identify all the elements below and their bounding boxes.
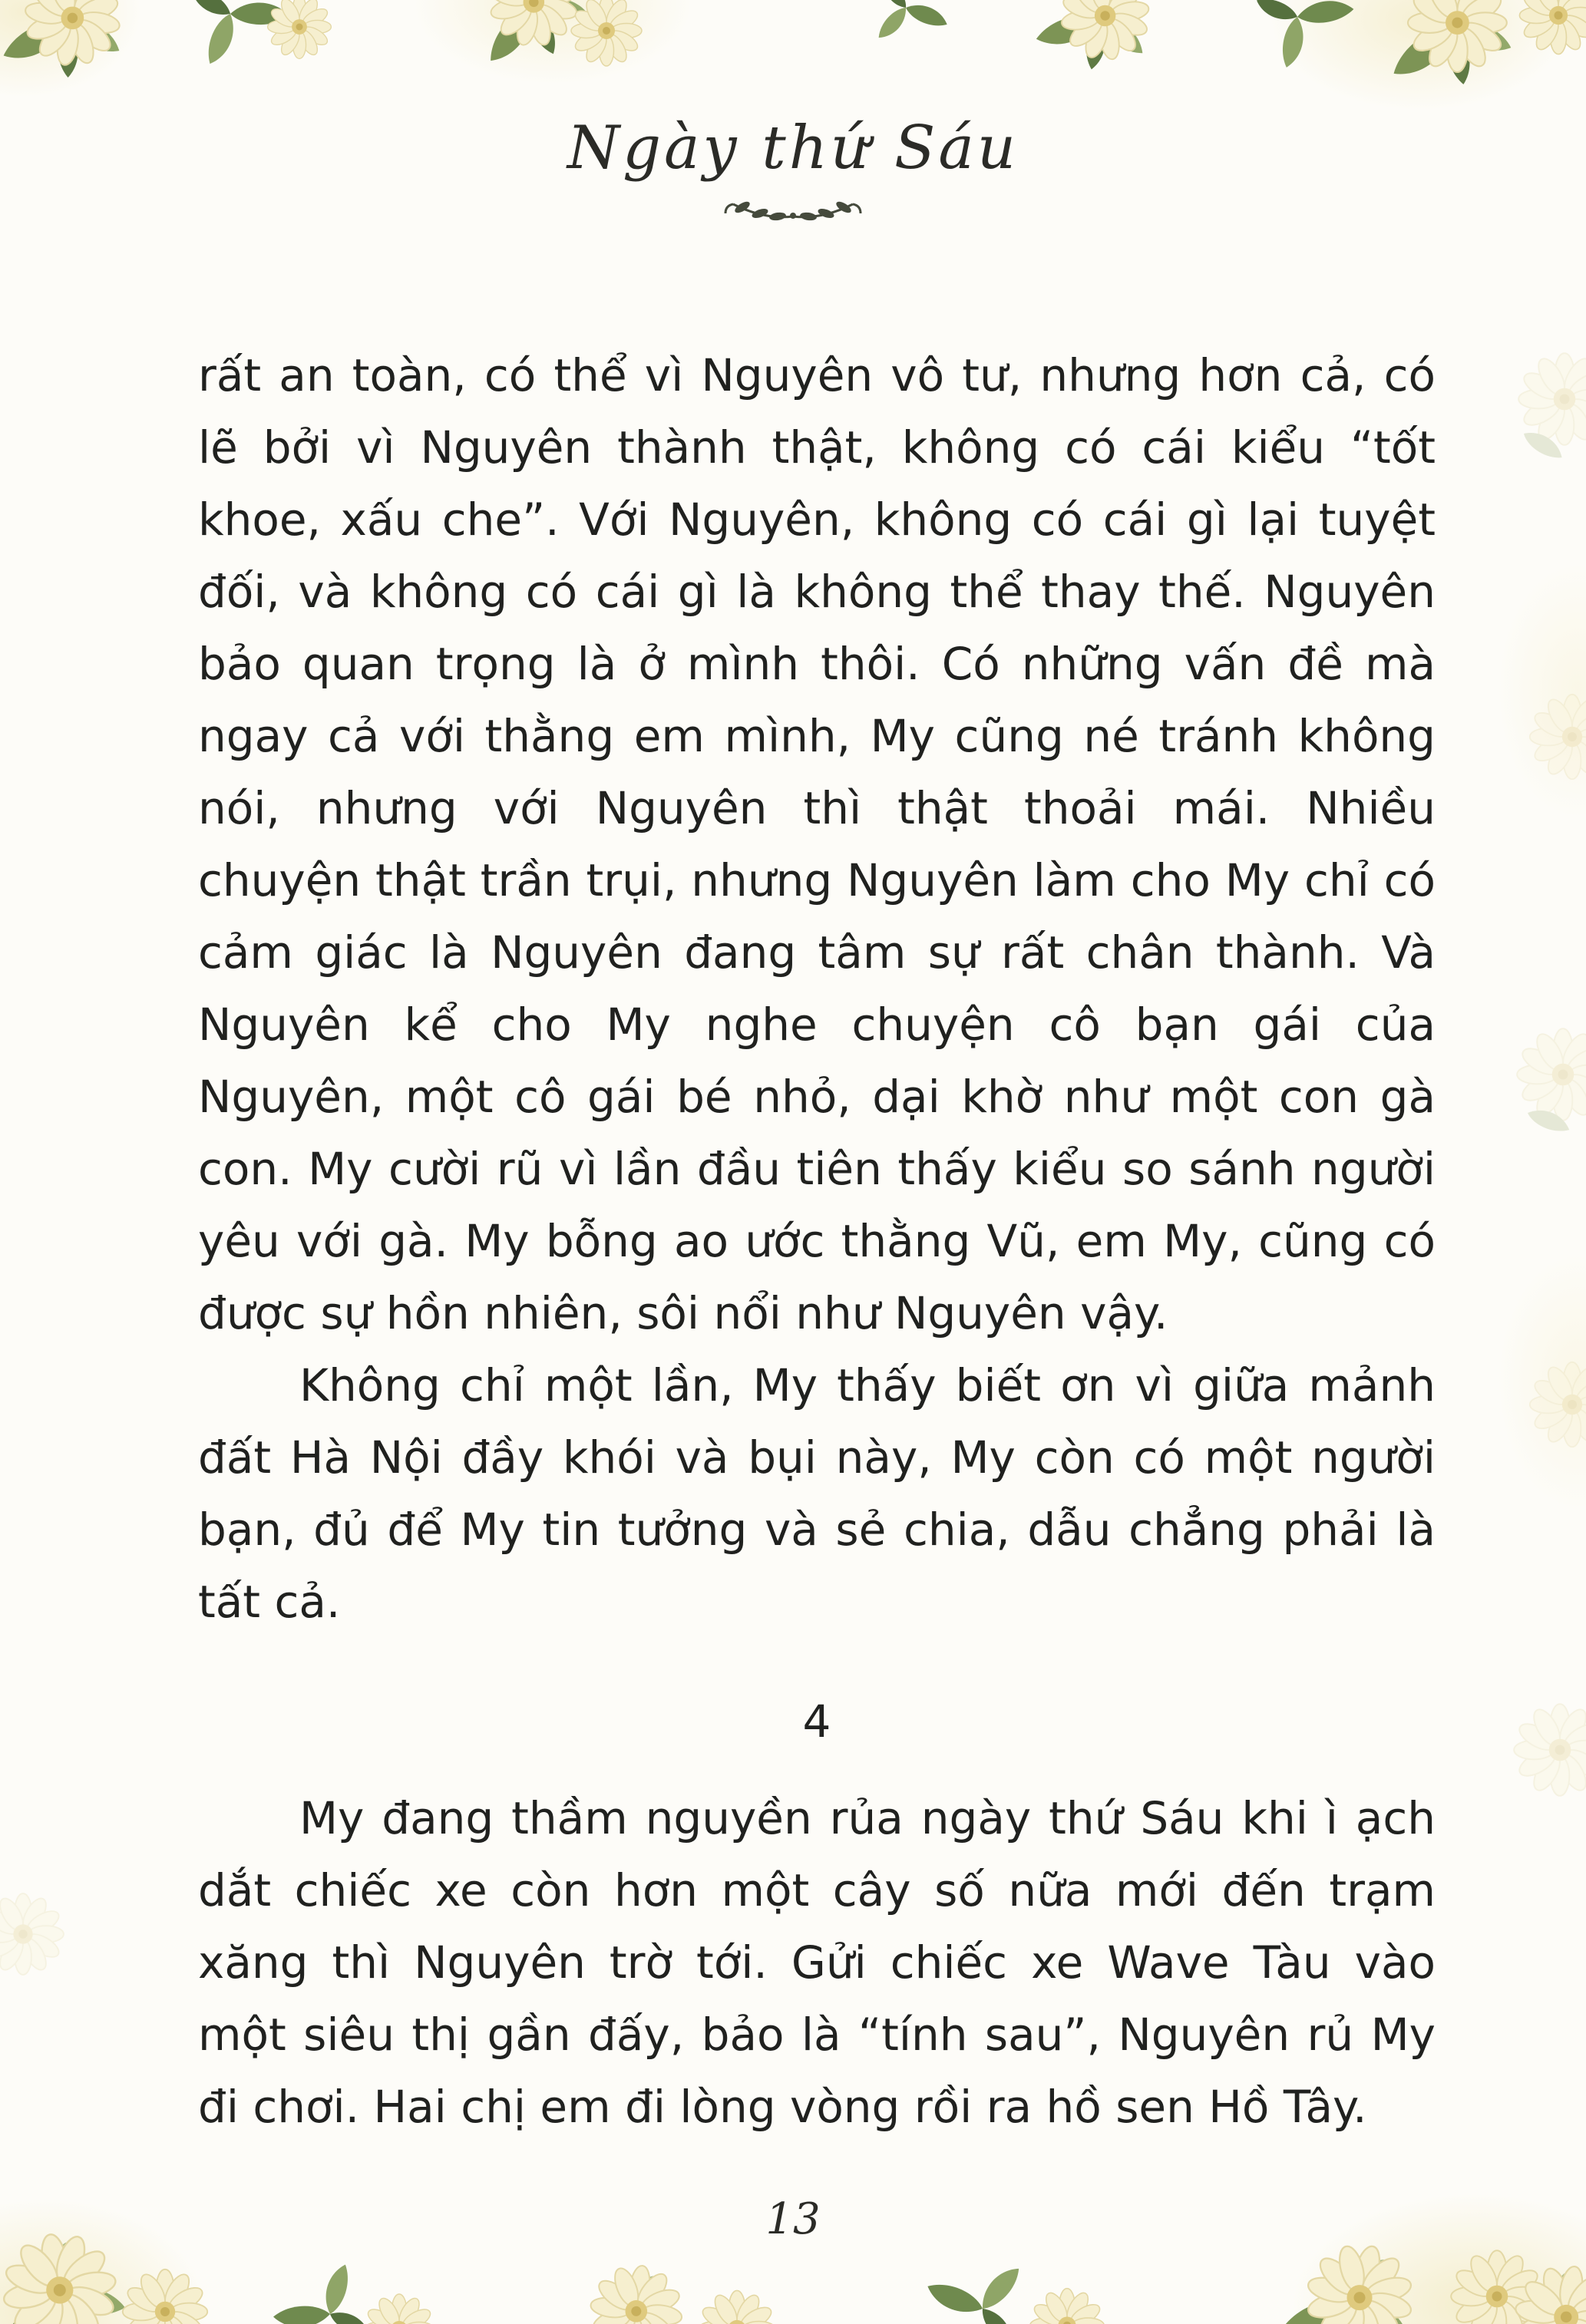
paragraph: Không chỉ một lần, My thấy biết ơn vì giữa mảnh đất Hà Nội đầy khói và bụi này, My còn có một người bạn, đủ để My tin tưởng và sẻ chia, dẫu chẳng phải là tất cả. — [198, 1359, 1436, 1628]
page-number: 13 — [765, 2194, 821, 2244]
paragraph: rất an toàn, có thể vì Nguyên vô tư, nhưng hơn cả, có lẽ bởi vì Nguyên thành thật, không có cái kiểu “tốt khoe, xấu che”. Với Nguyên, không có cái gì lại tuyệt đối, và không có cái gì là không thể thay thế. Nguyên bảo quan trọng là ở mình thôi. Có những vấn đề mà ngay cả với thằng em mình, My cũng né tránh không nói, nhưng với Nguyên thì thật thoải mái. Nhiều chuyện thật trần trụi, nhưng Nguyên làm cho My chỉ có cảm giác là Nguyên đang tâm sự rất chân thành. Và Nguyên kể cho My nghe chuyện cô bạn gái của Nguyên, một cô gái bé nhỏ, dại khờ như một con gà con. My cười rũ vì lần đầu tiên thấy kiểu so sánh người yêu với gà. My bỗng ao ước thằng Vũ, em My, cũng có được sự hồn nhiên, sôi nổi như Nguyên vậy. — [198, 349, 1436, 1339]
paragraph: My đang thầm nguyền rủa ngày thứ Sáu khi ì ạch dắt chiếc xe còn hơn một cây số nữa mới đến trạm xăng thì Nguyên trờ tới. Gửi chiếc xe Wave Tàu vào một siêu thị gần đấy, bảo là “tính sau”, Nguyên rủ My đi chơi. Hai chị em đi lòng vòng rồi ra hồ sen Hồ Tây. — [198, 1792, 1436, 2133]
leaf-flourish-icon — [693, 193, 893, 232]
section-number: 4 — [802, 1695, 831, 1748]
page-body — [198, 339, 1436, 2143]
top-floral-border — [0, 0, 1586, 87]
page-header — [0, 114, 1586, 232]
chapter-title: Ngày thứ Sáu — [567, 114, 1019, 183]
